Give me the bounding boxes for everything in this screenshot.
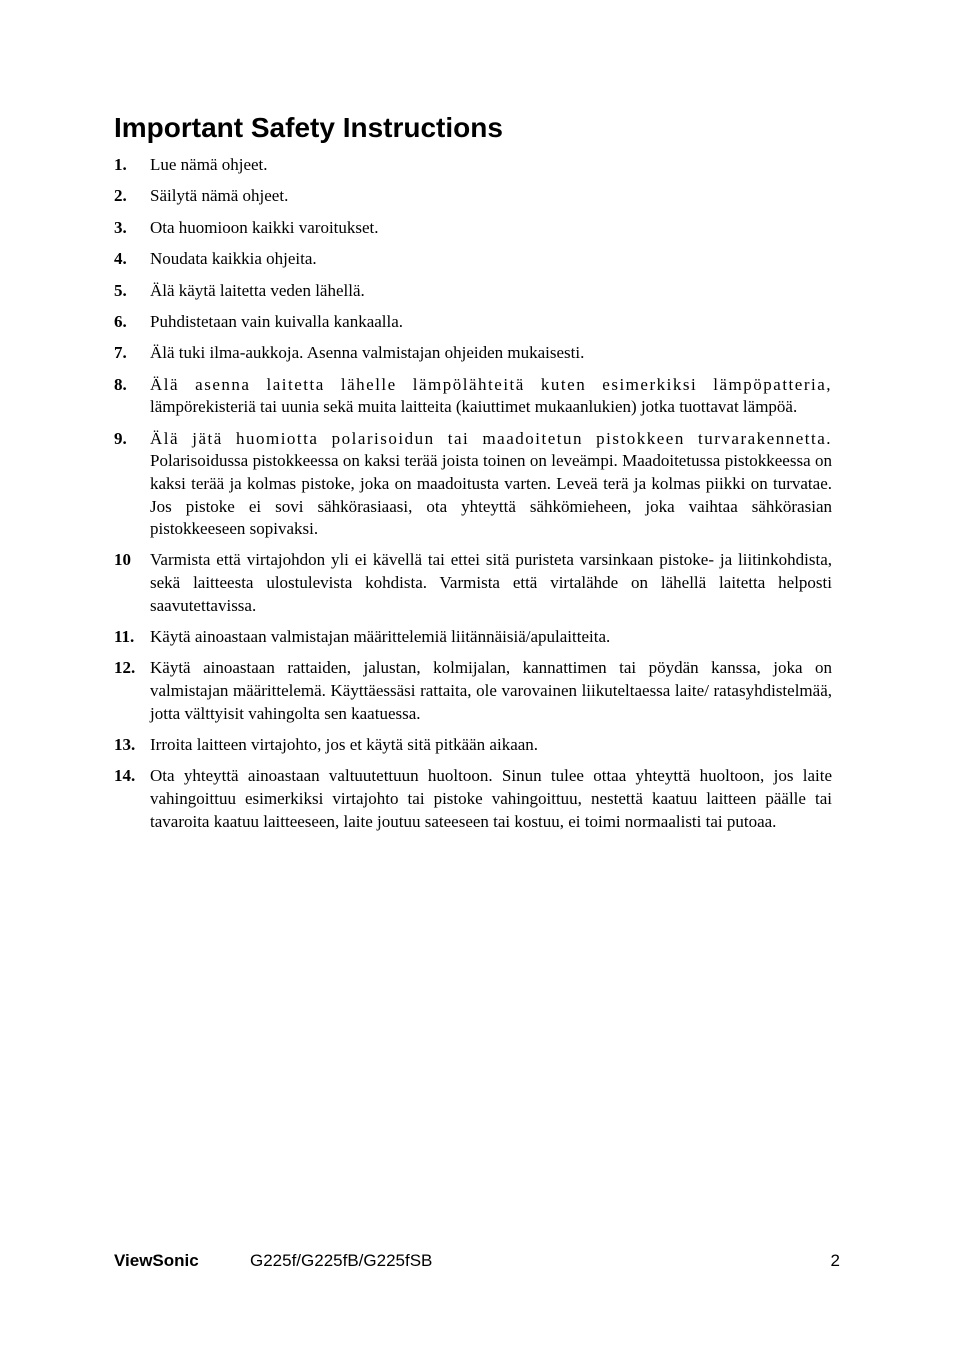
list-item	[114, 549, 832, 617]
list-item	[114, 248, 832, 271]
safety-instruction-list	[114, 154, 832, 842]
item-text: Säilytä nämä ohjeet.	[150, 186, 289, 206]
item-text-first-line: Älä asenna laitetta lähelle lämpölähteitä kuten esimerkiksi lämpöpatteria,	[150, 374, 832, 394]
item-text: Ota huomioon kaikki varoitukset.	[150, 217, 379, 237]
list-item	[114, 765, 832, 833]
list-item	[114, 280, 832, 303]
list-item	[114, 626, 832, 649]
item-text: Varmista että virtajohdon yli ei kävellä tai ettei sitä puristeta varsinkaan pistoke- ja liitinkohdista, sekä laitteesta ulostulevista kohdista. Varmista että virtalähde on lähellä laitetta helposti saavutettavissa.	[150, 550, 832, 615]
list-item	[114, 311, 832, 334]
list-item	[114, 657, 832, 725]
list-item	[114, 342, 832, 365]
item-number: 10	[114, 550, 131, 570]
list-item	[114, 217, 832, 240]
item-text: Lue nämä ohjeet.	[150, 155, 268, 174]
item-number: 9.	[114, 428, 127, 448]
list-item	[114, 374, 832, 419]
item-text-continuation: Polarisoidussa pistokkeessa on kaksi terää joista toinen on leveämpi. Maadoitetussa pistokkeessa on kaksi terää ja kolmas pistoke, joka on maadoitusta varten. Leveä terä ja kolmas piikki on turvatae. Jos pistoke ei sovi sähkörasiaasi, ota yhteyttä sähkömieheen, joka vaihtaa sähkörasian pistokkeeseen sopivaksi.	[150, 451, 832, 539]
item-text: Irroita laitteen virtajohto, jos et käytä sitä pitkään aikaan.	[150, 735, 539, 755]
item-text: Puhdistetaan vain kuivalla kankaalla.	[150, 311, 404, 331]
item-text	[150, 428, 832, 541]
item-number: 8.	[114, 374, 127, 394]
page-number: 2	[830, 1251, 840, 1270]
item-text: Noudata kaikkia ohjeita.	[150, 249, 317, 269]
brand-name: ViewSonic	[114, 1251, 199, 1270]
list-item	[114, 428, 832, 541]
item-number: 11.	[114, 627, 135, 647]
item-text: Älä käytä laitetta veden lähellä.	[150, 280, 365, 300]
list-item	[114, 734, 832, 757]
item-text: Käytä ainoastaan rattaiden, jalustan, kolmijalan, kannattimen tai pöydän kanssa, joka on valmistajan määrittelemä. Käyttäessäsi rattaita, ole varovainen liikuteltaessa laite/ ratasyhdistelmää, jotta välttyisit vahingolta sen kaatuessa.	[150, 658, 832, 723]
item-number: 14.	[114, 766, 136, 786]
list-item	[114, 154, 832, 177]
item-number: 7.	[114, 343, 127, 363]
item-text: Älä tuki ilma-aukkoja. Asenna valmistajan ohjeiden mukaisesti.	[150, 343, 585, 363]
item-text-continuation: lämpörekisteriä tai uunia sekä muita laitteita (kaiuttimet mukaanlukien) jotka tuottavat lämpöä.	[150, 397, 798, 417]
page-title: Important Safety Instructions	[114, 112, 503, 143]
item-number: 1.	[114, 155, 127, 174]
item-text: Ota yhteyttä ainoastaan valtuutettuun huoltoon. Sinun tulee ottaa yhteyttä huoltoon, jos laite vahingoittuu esimerkiksi virtajohto tai pistoke vahingoittuu, nestettä kaatuu laitteen päälle tai tavaroita kaatuu laitteeseen, laite joutuu sateeseen tai kostuu, ei toimi normaalisti tai putoaa.	[150, 766, 832, 831]
model-number: G225f/G225fB/G225fSB	[250, 1251, 433, 1270]
item-number: 13.	[114, 735, 136, 755]
item-number: 6.	[114, 311, 127, 331]
item-number: 5.	[114, 280, 127, 300]
page-footer	[114, 1249, 840, 1273]
item-number: 12.	[114, 658, 136, 678]
item-text: Käytä ainoastaan valmistajan määrittelemiä liitännäisiä/apulaitteita.	[150, 627, 611, 647]
item-number: 2.	[114, 186, 127, 206]
item-number: 3.	[114, 217, 127, 237]
list-item	[114, 185, 832, 208]
item-text-first-line: Älä jätä huomiotta polarisoidun tai maadoitetun pistokkeen turvarakennetta.	[150, 428, 832, 448]
item-number: 4.	[114, 249, 127, 269]
item-text	[150, 374, 832, 419]
